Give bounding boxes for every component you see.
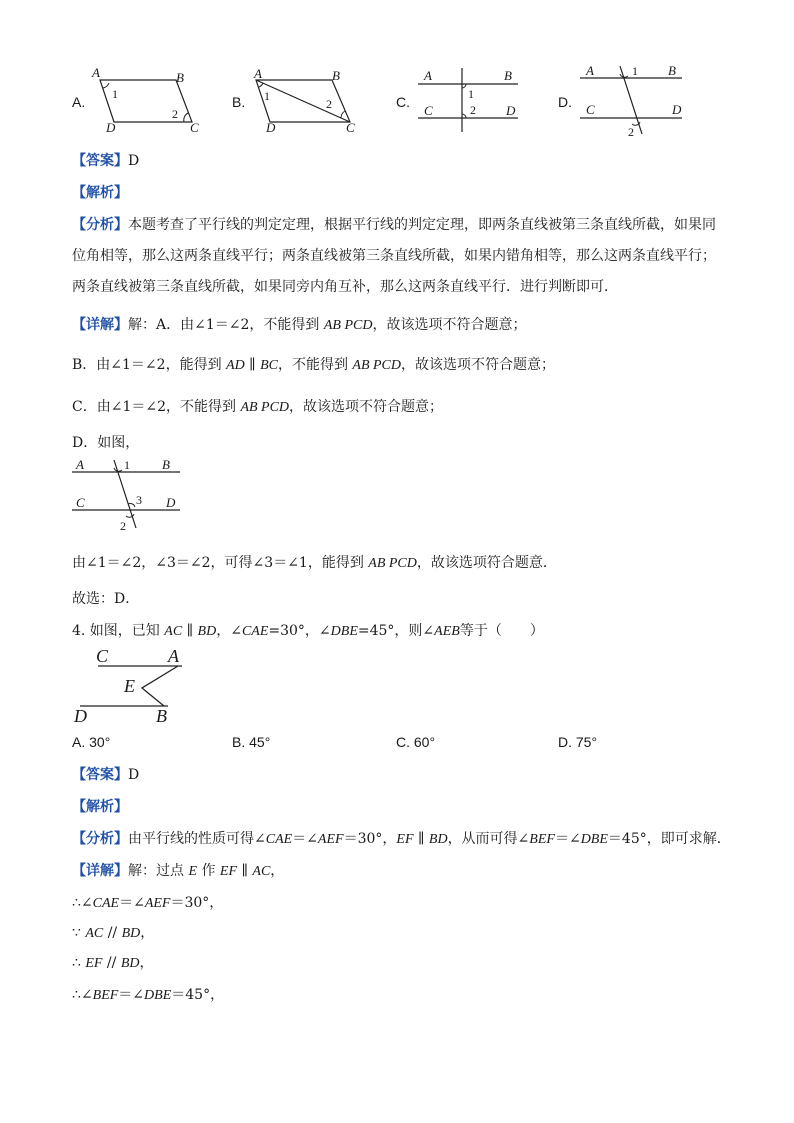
q4-step2-m2: BD: [121, 926, 141, 941]
q4-fig-label-B: B: [156, 706, 167, 726]
q3-detail-fig-2: 2: [120, 519, 126, 533]
q4-xiangjie: [72, 860, 284, 880]
q4-figure: [72, 644, 192, 726]
option-a-label-B: B: [176, 70, 184, 85]
option-c-label-A: A: [424, 68, 432, 83]
q4-step1-p1: ＝∠: [119, 895, 145, 911]
q4-fenxi-m2: AEF: [317, 832, 344, 847]
option-c-letter: C.: [396, 94, 410, 110]
q3-detail-b-math2: BC: [260, 358, 278, 373]
q4-stem-m4: DBE: [330, 624, 358, 639]
q4-xiangjie-pre: 解：过点: [128, 863, 189, 879]
q4-step1-m1: CAE: [92, 896, 120, 911]
option-c-label-D: D: [506, 103, 516, 118]
q4-fenxi-p4: ，从而可得∠: [447, 831, 530, 847]
q4-analysis-tag-line: [72, 796, 128, 816]
q4-step2-pre: ∵: [72, 925, 86, 941]
option-a-label-D: D: [106, 120, 116, 135]
q4-step2-m1: AC: [85, 926, 104, 941]
q4-stem-pre: 4. 如图，已知: [72, 623, 165, 639]
q3-detail-c-post: ，故该选项不符合题意；: [289, 399, 444, 415]
q4-step1-pre: ∴∠: [72, 895, 93, 911]
q4-step4-m1: BEF: [92, 988, 119, 1003]
q4-step3-p1: //: [102, 955, 121, 971]
q4-xiangjie-m2: EF: [219, 864, 238, 879]
option-a-angle-1: 1: [112, 87, 118, 101]
q4-stem-m3: CAE: [241, 624, 269, 639]
q4-fenxi-m5: BEF: [529, 832, 555, 847]
q4-step4-m2: DBE: [144, 988, 172, 1003]
q4-step4-pre: ∴∠: [72, 987, 93, 1003]
q3-answer-tag: 【答案】: [72, 153, 128, 169]
q4-stem-p3: =30°，∠: [268, 623, 331, 639]
q4-choice-d: D. 75°: [558, 734, 598, 750]
q4-fenxi-p2: ＝30°，: [343, 831, 397, 847]
q4-fenxi-pre: 由平行线的性质可得∠: [128, 831, 266, 847]
q4-fig-label-C: C: [96, 646, 109, 666]
option-d-letter: D.: [558, 94, 572, 110]
option-b-label-D: D: [266, 120, 276, 135]
q4-step4-p1: ＝∠: [118, 987, 145, 1003]
q4-fenxi: [72, 828, 731, 848]
option-b-label-B: B: [332, 68, 340, 83]
q3-fenxi-text-1: 本题考查了平行线的判定定理，根据平行线的判定定理，即两条直线被第三条直线所截，如果同: [128, 217, 716, 233]
q4-analysis-tag: 【解析】: [72, 799, 128, 815]
q4-choice-b: B. 45°: [232, 734, 271, 750]
option-b-figure: [248, 66, 368, 138]
q4-stem-m5: AEB: [434, 624, 460, 639]
q4-choice-c: C. 60°: [396, 734, 436, 750]
q3-analysis-tag-line: [72, 182, 128, 202]
q4-step3-p2: ，: [139, 955, 154, 971]
option-d-label-B: B: [668, 63, 676, 78]
q3-fenxi-line-3: 两条直线被第三条直线所截，如果同旁内角互补，那么这两条直线平行．进行判断即可．: [72, 279, 618, 295]
q3-detail-b-math3: AB PCD: [352, 358, 402, 373]
option-b-label-C: C: [346, 120, 355, 135]
q3-conclusion-math: AB PCD: [368, 556, 417, 571]
q4-fenxi-m1: CAE: [265, 832, 293, 847]
q4-step-3: [72, 952, 153, 972]
option-a-figure: [88, 66, 208, 138]
option-c-label-B: B: [504, 68, 512, 83]
q3-detail-b-mid1: ∥: [244, 357, 261, 373]
q4-step2-p1: //: [103, 925, 122, 941]
q4-step-1: [72, 892, 223, 912]
q4-fenxi-m3: EF: [396, 832, 414, 847]
q4-fig-label-A: A: [168, 646, 179, 666]
q4-xiangjie-p1: 作: [197, 863, 220, 879]
q3-detail-b: [72, 354, 555, 374]
q3-detail-fig-3: 3: [136, 493, 142, 507]
q3-fenxi-tag: 【分析】: [72, 217, 128, 233]
q3-detail-a-math: AB PCD: [323, 318, 373, 333]
option-c-angle-2: 2: [470, 103, 476, 117]
q3-conclusion-pre: 由∠1＝∠2，∠3＝∠2，可得∠3＝∠1，能得到: [72, 555, 369, 571]
option-d-label-D: D: [672, 102, 682, 117]
q4-fenxi-tag: 【分析】: [72, 831, 128, 847]
q3-detail-c: [72, 396, 443, 416]
option-a-letter: A.: [72, 94, 86, 110]
q3-answer-line: [72, 150, 139, 170]
option-b-label-A: A: [254, 66, 262, 81]
q3-detail-a-post: ，故该选项不符合题意；: [372, 317, 527, 333]
option-d-label-C: C: [586, 102, 595, 117]
option-b-angle-2: 2: [326, 97, 332, 111]
q4-fig-label-D: D: [74, 706, 87, 726]
q3-analysis-tag: 【解析】: [72, 185, 128, 201]
q3-conclusion-post: ，故该选项符合题意．: [416, 555, 557, 571]
q3-conclusion: [72, 552, 557, 572]
q4-fenxi-m4: BD: [428, 832, 448, 847]
q4-fig-label-E: E: [124, 676, 135, 696]
q3-detail-b-math1: AD: [226, 358, 245, 373]
q4-step4-p2: ＝45°，: [171, 987, 225, 1003]
q3-answer-value: D: [128, 153, 140, 169]
q4-stem-m1: AC: [164, 624, 183, 639]
q4-answer-tag: 【答案】: [72, 767, 128, 783]
q4-fenxi-p3: ∥: [413, 831, 429, 847]
q4-answer-line: [72, 764, 139, 784]
option-b-letter: B.: [232, 94, 246, 110]
q4-fenxi-p5: ＝∠: [554, 831, 581, 847]
q4-xiangjie-m1: E: [188, 864, 198, 879]
option-a-label-C: C: [190, 120, 199, 135]
q3-detail-fig-B: B: [162, 457, 170, 472]
q4-choice-a: A. 30°: [72, 734, 111, 750]
option-c-angle-1: 1: [468, 87, 474, 101]
q4-stem-m2: BD: [197, 624, 217, 639]
q3-detail-b-post: ，故该选项不符合题意；: [401, 357, 556, 373]
q4-stem-p4: =45°，则∠: [357, 623, 435, 639]
option-d-label-A: A: [586, 63, 594, 78]
q4-xiangjie-p3: ，: [270, 863, 285, 879]
option-d-angle-2: 2: [628, 125, 634, 138]
option-a-label-A: A: [92, 66, 100, 80]
q4-xiangjie-m3: AC: [252, 864, 271, 879]
q4-fenxi-m6: DBE: [580, 832, 608, 847]
option-a-angle-2: 2: [172, 107, 178, 121]
q3-detail-c-pre: C．由∠1＝∠2，不能得到: [72, 399, 241, 415]
option-b-angle-1: 1: [264, 89, 270, 103]
option-d-figure: [576, 62, 688, 138]
q4-step3-m1: EF: [85, 956, 103, 971]
q4-answer-value: D: [128, 767, 140, 783]
option-d-angle-1: 1: [632, 64, 638, 78]
q4-step-4: [72, 984, 224, 1004]
q4-step2-p2: ，: [140, 925, 155, 941]
q4-fenxi-p1: ＝∠: [292, 831, 318, 847]
q3-detail-a: [72, 314, 526, 334]
q4-fenxi-p6: ＝45°，即可求解．: [607, 831, 731, 847]
q3-detail-d: D．如图，: [72, 435, 140, 451]
q3-detail-fig-D: D: [166, 495, 176, 510]
q4-stem-p2: ，∠: [216, 623, 242, 639]
q3-detail-fig-A: A: [76, 457, 84, 472]
q3-xiangjie-tag: 【详解】: [72, 317, 128, 333]
q3-detail-a-pre: 解：A．由∠1＝∠2，不能得到: [128, 317, 324, 333]
q4-stem-p1: ∥: [182, 623, 198, 639]
q3-fenxi-line-2: 位角相等，那么这两条直线平行；两条直线被第三条直线所截，如果内错角相等，那么这两条直线平行；: [72, 248, 716, 264]
q3-detail-b-pre: B．由∠1＝∠2，能得到: [72, 357, 227, 373]
q4-xiangjie-p2: ∥: [237, 863, 253, 879]
q4-xiangjie-tag: 【详解】: [72, 863, 128, 879]
q4-step1-m2: AEF: [144, 896, 171, 911]
q3-detail-d-figure: [70, 454, 184, 534]
q3-detail-fig-C: C: [76, 495, 85, 510]
q4-step3-pre: ∴: [72, 955, 86, 971]
q4-step-2: [72, 922, 154, 942]
option-c-label-C: C: [424, 103, 433, 118]
option-c-figure: [414, 64, 524, 136]
q3-detail-fig-1: 1: [124, 458, 130, 472]
q3-final: 故选：D．: [72, 591, 140, 607]
q4-stem: [72, 620, 544, 640]
q3-fenxi-line-1: [72, 214, 716, 234]
q3-detail-c-math: AB PCD: [240, 400, 290, 415]
q4-stem-p5: 等于（ ）: [459, 623, 544, 639]
q4-step3-m2: BD: [120, 956, 140, 971]
q4-step1-p2: ＝30°，: [170, 895, 224, 911]
q3-detail-b-mid2: ，不能得到: [277, 357, 353, 373]
